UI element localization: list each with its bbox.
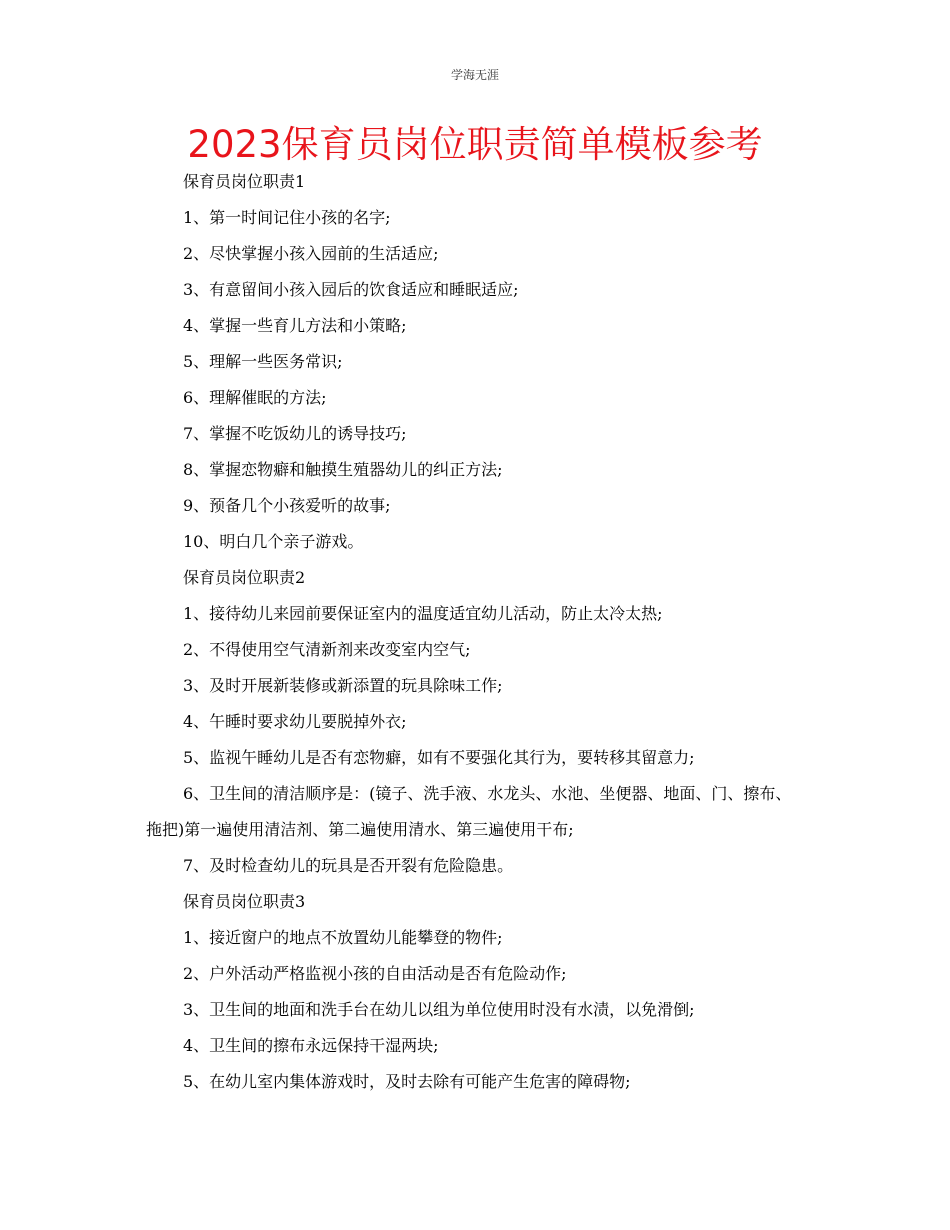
list-item: 7、及时检查幼儿的玩具是否开裂有危险隐患。 (183, 856, 514, 875)
list-item: 4、掌握一些育儿方法和小策略; (183, 316, 407, 335)
section-heading: 保育员岗位职责1 (183, 172, 306, 191)
list-item: 4、卫生间的擦布永远保持干湿两块; (183, 1036, 439, 1055)
list-item: 5、在幼儿室内集体游戏时，及时去除有可能产生危害的障碍物; (183, 1072, 631, 1091)
list-item: 10、明白几个亲子游戏。 (183, 532, 364, 551)
document-title: 2023保育员岗位职责简单模板参考 (187, 123, 763, 166)
list-item: 7、掌握不吃饭幼儿的诱导技巧; (183, 424, 407, 443)
page-header: 学海无涯 (450, 68, 499, 82)
list-item: 1、接待幼儿来园前要保证室内的温度适宜幼儿活动，防止太冷太热; (183, 604, 663, 623)
list-item: 8、掌握恋物癖和触摸生殖器幼儿的纠正方法; (183, 460, 503, 479)
list-item: 6、理解催眠的方法; (183, 388, 327, 407)
list-item: 4、午睡时要求幼儿要脱掉外衣; (183, 712, 407, 731)
list-item: 3、卫生间的地面和洗手台在幼儿以组为单位使用时没有水渍，以免滑倒; (183, 1000, 695, 1019)
list-item: 3、及时开展新装修或新添置的玩具除味工作; (183, 676, 503, 695)
list-item: 1、第一时间记住小孩的名字; (183, 208, 391, 227)
section-heading: 保育员岗位职责2 (183, 568, 306, 587)
document-body (146, 164, 806, 1100)
list-item: 2、不得使用空气清新剂来改变室内空气; (183, 640, 471, 659)
list-item: 2、尽快掌握小孩入园前的生活适应; (183, 244, 439, 263)
list-item: 2、户外活动严格监视小孩的自由活动是否有危险动作; (183, 964, 567, 983)
list-item: 5、理解一些医务常识; (183, 352, 343, 371)
section-heading: 保育员岗位职责3 (183, 892, 306, 911)
list-item: 1、接近窗户的地点不放置幼儿能攀登的物件; (183, 928, 503, 947)
list-item: 9、预备几个小孩爱听的故事; (183, 496, 391, 515)
list-item: 3、有意留间小孩入园后的饮食适应和睡眠适应; (183, 280, 519, 299)
list-item: 5、监视午睡幼儿是否有恋物癖，如有不要强化其行为，要转移其留意力; (183, 748, 695, 767)
list-item: 6、卫生间的清洁顺序是：(镜子、洗手液、水龙头、水池、坐便器、地面、门、擦布、拖把)第一遍使用清洁剂、第二遍使用清水、第三遍使用干布; (146, 784, 792, 839)
